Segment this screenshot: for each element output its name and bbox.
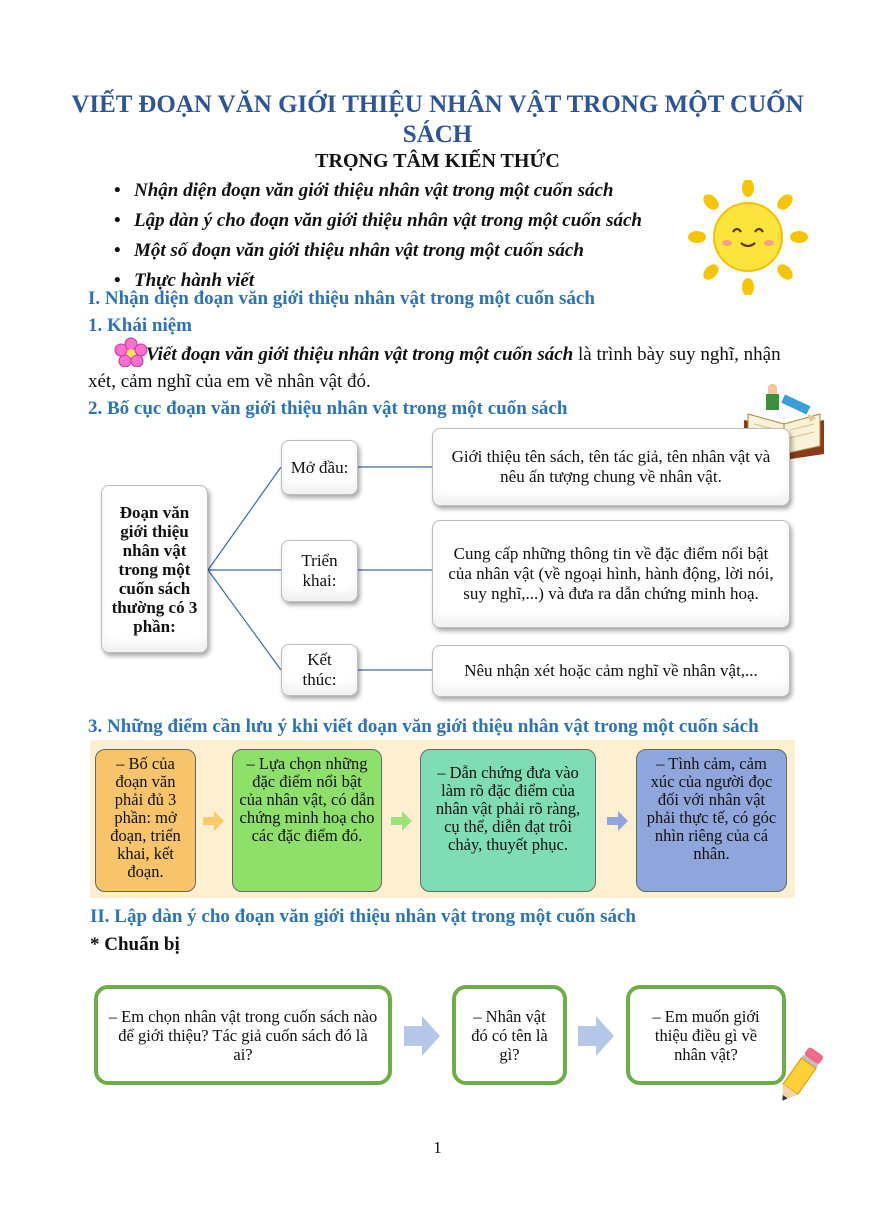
prep-step: – Em muốn giới thiệu điều gì về nhân vật? <box>626 985 786 1085</box>
prep-step: – Em chọn nhân vật trong cuốn sách nào để giới thiệu? Tác giả cuốn sách đó là ai? <box>94 985 392 1085</box>
arrow-right-icon <box>607 810 629 832</box>
notes-heading: 3. Những điểm cần lưu ý khi viết đoạn văn giới thiệu nhân vật trong một cuốn sách <box>88 716 759 737</box>
note-card: – Lựa chọn những đặc điểm nổi bật của nhân vật, có dẫn chứng minh hoạ cho các đặc điểm đó. <box>232 749 382 892</box>
section-2-heading: II. Lập dàn ý cho đoạn văn giới thiệu nhân vật trong một cuốn sách <box>90 906 636 927</box>
part-label-intro: Mở đầu: <box>281 440 358 495</box>
note-card: – Bố của đoạn văn phải đủ 3 phần: mở đoạn, triển khai, kết đoạn. <box>95 749 196 892</box>
page-subtitle: TRỌNG TÂM KIẾN THỨC <box>315 150 560 172</box>
layout-heading: 2. Bố cục đoạn văn giới thiệu nhân vật trong một cuốn sách <box>88 398 568 419</box>
arrow-right-icon <box>391 810 413 832</box>
note-card: – Dẫn chứng đưa vào làm rõ đặc điểm của nhân vật phải rõ ràng, cụ thể, diễn đạt trôi chảy, thuyết phục. <box>420 749 596 892</box>
note-card: – Tình cảm, cảm xúc của người đọc đối với nhân vật phải thực tế, có góc nhìn riêng của cá nhân. <box>636 749 787 892</box>
topic-item: • Nhận diện đoạn văn giới thiệu nhân vật trong một cuốn sách <box>112 176 642 206</box>
part-desc-intro: Giới thiệu tên sách, tên tác giả, tên nhân vật và nêu ấn tượng chung về nhân vật. <box>432 428 790 506</box>
concept-term: Viết đoạn văn giới thiệu nhân vật trong một cuốn sách <box>146 344 574 365</box>
arrow-right-icon <box>404 1016 440 1056</box>
part-label-conclusion: Kết thúc: <box>281 644 358 696</box>
prep-heading: * Chuẩn bị <box>90 934 180 955</box>
arrow-right-icon <box>578 1016 614 1056</box>
page-number: 1 <box>433 1138 442 1157</box>
concept-heading: 1. Khái niệm <box>88 315 192 336</box>
prep-step: – Nhân vật đó có tên là gì? <box>452 985 567 1085</box>
section-1-heading: I. Nhận diện đoạn văn giới thiệu nhân vật trong một cuốn sách <box>88 288 595 309</box>
part-desc-body: Cung cấp những thông tin về đặc điểm nổi bật của nhân vật (về ngoại hình, hành động, lời nói, suy nghĩ,...) và đưa ra dẫn chứng minh hoạ. <box>432 520 790 628</box>
topic-item: • Một số đoạn văn giới thiệu nhân vật trong một cuốn sách <box>112 236 642 266</box>
topic-item: • Thực hành viết <box>112 266 642 296</box>
arrow-right-icon <box>203 810 225 832</box>
topic-item: • Lập dàn ý cho đoạn văn giới thiệu nhân vật trong một cuốn sách <box>112 206 642 236</box>
page-title: VIẾT ĐOẠN VĂN GIỚI THIỆU NHÂN VẬT TRONG MỘT CUỐN SÁCH <box>71 91 804 148</box>
diagram-root: Đoạn văn giới thiệu nhân vật trong một cuốn sách thường có 3 phần: <box>101 485 208 653</box>
concept-definition: là trình bày suy nghĩ, nhận xét, cảm nghĩ của em về nhân vật đó. <box>88 344 781 392</box>
part-desc-conclusion: Nêu nhận xét hoặc cảm nghĩ về nhân vật,... <box>432 645 790 697</box>
part-label-body: Triển khai: <box>281 540 358 602</box>
pencil-illustration <box>770 1044 828 1110</box>
